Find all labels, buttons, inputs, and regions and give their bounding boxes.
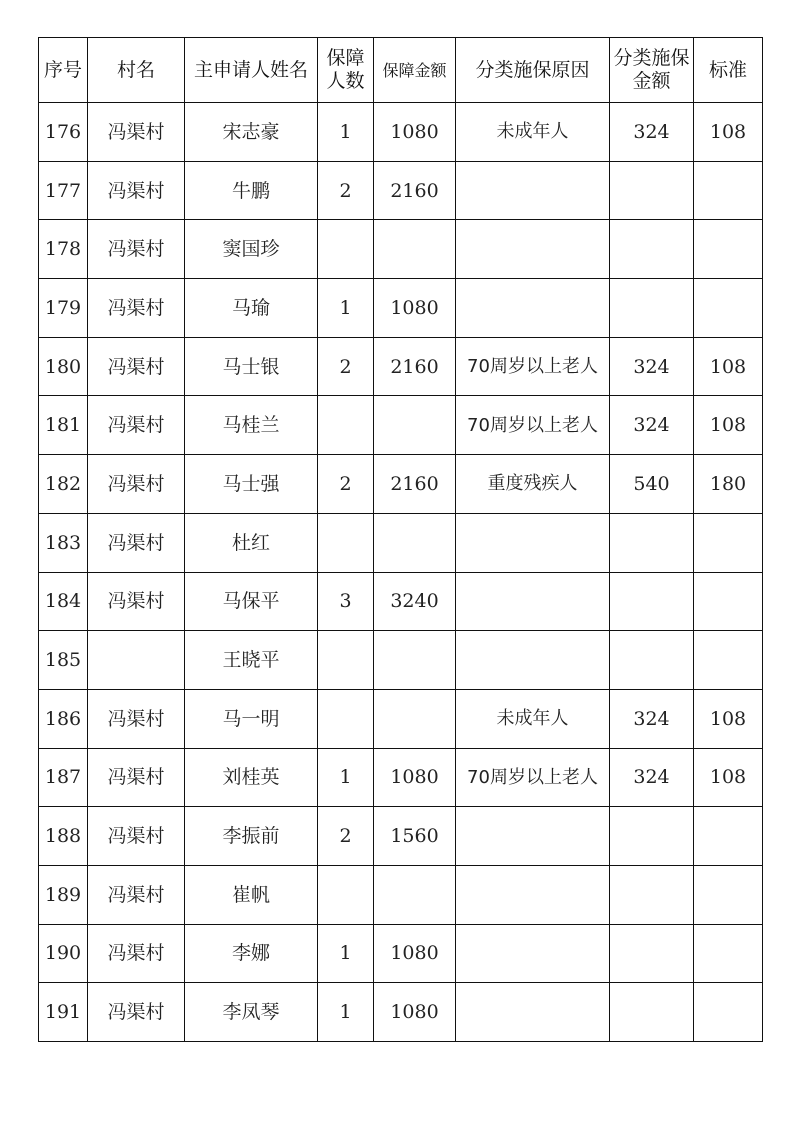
cell-index: 179 xyxy=(39,279,88,338)
table-row xyxy=(39,396,763,455)
cell-people xyxy=(318,689,374,748)
cell-people: 3 xyxy=(318,572,374,631)
cell-index: 177 xyxy=(39,161,88,220)
table-row xyxy=(39,865,763,924)
cell-people: 2 xyxy=(318,161,374,220)
cell-standard xyxy=(694,631,763,690)
cell-applicant: 杜红 xyxy=(185,513,318,572)
cell-standard: 108 xyxy=(694,748,763,807)
table-row xyxy=(39,924,763,983)
cell-people xyxy=(318,631,374,690)
cell-amount xyxy=(374,513,456,572)
cell-village: 冯渠村 xyxy=(88,924,185,983)
cell-standard xyxy=(694,220,763,279)
table-row xyxy=(39,513,763,572)
cell-village: 冯渠村 xyxy=(88,161,185,220)
cell-people: 1 xyxy=(318,983,374,1042)
cell-applicant: 崔帆 xyxy=(185,865,318,924)
cell-applicant: 马士银 xyxy=(185,337,318,396)
header-applicant: 主申请人姓名 xyxy=(185,38,318,103)
cell-index: 185 xyxy=(39,631,88,690)
cell-class-amount xyxy=(610,983,694,1042)
cell-index: 183 xyxy=(39,513,88,572)
cell-class-amount xyxy=(610,631,694,690)
cell-people: 2 xyxy=(318,337,374,396)
cell-class-amount: 324 xyxy=(610,689,694,748)
header-people: 保障人数 xyxy=(318,38,374,103)
header-index: 序号 xyxy=(39,38,88,103)
cell-applicant: 马一明 xyxy=(185,689,318,748)
welfare-table xyxy=(38,37,763,1042)
cell-amount: 2160 xyxy=(374,161,456,220)
cell-standard xyxy=(694,924,763,983)
cell-applicant: 马保平 xyxy=(185,572,318,631)
cell-index: 184 xyxy=(39,572,88,631)
cell-standard xyxy=(694,983,763,1042)
cell-amount: 1080 xyxy=(374,983,456,1042)
cell-index: 181 xyxy=(39,396,88,455)
cell-standard: 108 xyxy=(694,396,763,455)
cell-people xyxy=(318,865,374,924)
table-row xyxy=(39,103,763,162)
table-row xyxy=(39,631,763,690)
cell-village: 冯渠村 xyxy=(88,337,185,396)
cell-class-amount: 324 xyxy=(610,748,694,807)
cell-applicant: 李娜 xyxy=(185,924,318,983)
cell-village: 冯渠村 xyxy=(88,455,185,514)
header-reason: 分类施保原因 xyxy=(456,38,610,103)
cell-class-amount xyxy=(610,807,694,866)
cell-amount: 3240 xyxy=(374,572,456,631)
cell-index: 188 xyxy=(39,807,88,866)
cell-amount: 2160 xyxy=(374,455,456,514)
header-row xyxy=(39,38,763,103)
cell-applicant: 王晓平 xyxy=(185,631,318,690)
cell-people xyxy=(318,513,374,572)
table-row xyxy=(39,220,763,279)
cell-village: 冯渠村 xyxy=(88,396,185,455)
cell-applicant: 牛鹏 xyxy=(185,161,318,220)
cell-class-amount xyxy=(610,924,694,983)
cell-amount xyxy=(374,689,456,748)
cell-amount: 1560 xyxy=(374,807,456,866)
cell-reason xyxy=(456,161,610,220)
cell-index: 180 xyxy=(39,337,88,396)
cell-class-amount: 324 xyxy=(610,103,694,162)
table-row xyxy=(39,161,763,220)
cell-village: 冯渠村 xyxy=(88,807,185,866)
cell-class-amount xyxy=(610,161,694,220)
cell-standard xyxy=(694,807,763,866)
table-row xyxy=(39,455,763,514)
cell-index: 182 xyxy=(39,455,88,514)
cell-village: 冯渠村 xyxy=(88,748,185,807)
header-class-amount: 分类施保金额 xyxy=(610,38,694,103)
cell-class-amount: 324 xyxy=(610,396,694,455)
cell-index: 191 xyxy=(39,983,88,1042)
cell-index: 187 xyxy=(39,748,88,807)
cell-standard xyxy=(694,279,763,338)
cell-village: 冯渠村 xyxy=(88,103,185,162)
cell-applicant: 窦国珍 xyxy=(185,220,318,279)
header-amount: 保障金额 xyxy=(374,38,456,103)
cell-class-amount: 324 xyxy=(610,337,694,396)
table-row xyxy=(39,337,763,396)
cell-amount xyxy=(374,865,456,924)
header-village: 村名 xyxy=(88,38,185,103)
cell-amount: 1080 xyxy=(374,103,456,162)
cell-people: 1 xyxy=(318,103,374,162)
cell-people: 1 xyxy=(318,279,374,338)
cell-reason: 未成年人 xyxy=(456,103,610,162)
cell-index: 176 xyxy=(39,103,88,162)
cell-applicant: 李振前 xyxy=(185,807,318,866)
cell-applicant: 宋志豪 xyxy=(185,103,318,162)
cell-class-amount xyxy=(610,220,694,279)
cell-village: 冯渠村 xyxy=(88,689,185,748)
cell-village: 冯渠村 xyxy=(88,220,185,279)
cell-standard xyxy=(694,572,763,631)
cell-applicant: 马士强 xyxy=(185,455,318,514)
cell-village: 冯渠村 xyxy=(88,865,185,924)
header-standard: 标准 xyxy=(694,38,763,103)
table-row xyxy=(39,572,763,631)
cell-applicant: 刘桂英 xyxy=(185,748,318,807)
cell-index: 186 xyxy=(39,689,88,748)
table-row xyxy=(39,279,763,338)
table-row xyxy=(39,983,763,1042)
table-row xyxy=(39,748,763,807)
cell-people: 1 xyxy=(318,924,374,983)
cell-amount xyxy=(374,396,456,455)
cell-reason: 70周岁以上老人 xyxy=(456,396,610,455)
cell-applicant: 马瑜 xyxy=(185,279,318,338)
cell-class-amount xyxy=(610,513,694,572)
cell-class-amount: 540 xyxy=(610,455,694,514)
table-row xyxy=(39,807,763,866)
cell-reason: 重度残疾人 xyxy=(456,455,610,514)
cell-standard: 108 xyxy=(694,337,763,396)
cell-reason xyxy=(456,279,610,338)
cell-index: 189 xyxy=(39,865,88,924)
cell-reason xyxy=(456,631,610,690)
cell-village: 冯渠村 xyxy=(88,572,185,631)
table-row xyxy=(39,689,763,748)
cell-reason: 70周岁以上老人 xyxy=(456,748,610,807)
cell-reason xyxy=(456,865,610,924)
cell-reason xyxy=(456,983,610,1042)
cell-amount: 1080 xyxy=(374,279,456,338)
cell-reason: 未成年人 xyxy=(456,689,610,748)
cell-amount: 1080 xyxy=(374,748,456,807)
cell-applicant: 李凤琴 xyxy=(185,983,318,1042)
cell-reason xyxy=(456,924,610,983)
cell-class-amount xyxy=(610,279,694,338)
cell-standard xyxy=(694,161,763,220)
cell-standard xyxy=(694,513,763,572)
cell-class-amount xyxy=(610,865,694,924)
cell-amount: 1080 xyxy=(374,924,456,983)
cell-standard: 180 xyxy=(694,455,763,514)
cell-village: 冯渠村 xyxy=(88,279,185,338)
cell-index: 190 xyxy=(39,924,88,983)
cell-village xyxy=(88,631,185,690)
cell-applicant: 马桂兰 xyxy=(185,396,318,455)
cell-reason xyxy=(456,513,610,572)
cell-amount: 2160 xyxy=(374,337,456,396)
cell-people xyxy=(318,396,374,455)
cell-people: 2 xyxy=(318,455,374,514)
cell-standard: 108 xyxy=(694,103,763,162)
cell-class-amount xyxy=(610,572,694,631)
cell-reason xyxy=(456,220,610,279)
cell-amount xyxy=(374,220,456,279)
cell-village: 冯渠村 xyxy=(88,983,185,1042)
cell-standard: 108 xyxy=(694,689,763,748)
cell-reason xyxy=(456,572,610,631)
cell-people: 1 xyxy=(318,748,374,807)
cell-village: 冯渠村 xyxy=(88,513,185,572)
table-body xyxy=(39,103,763,1042)
cell-people: 2 xyxy=(318,807,374,866)
cell-reason xyxy=(456,807,610,866)
cell-amount xyxy=(374,631,456,690)
cell-index: 178 xyxy=(39,220,88,279)
cell-standard xyxy=(694,865,763,924)
cell-reason: 70周岁以上老人 xyxy=(456,337,610,396)
cell-people xyxy=(318,220,374,279)
